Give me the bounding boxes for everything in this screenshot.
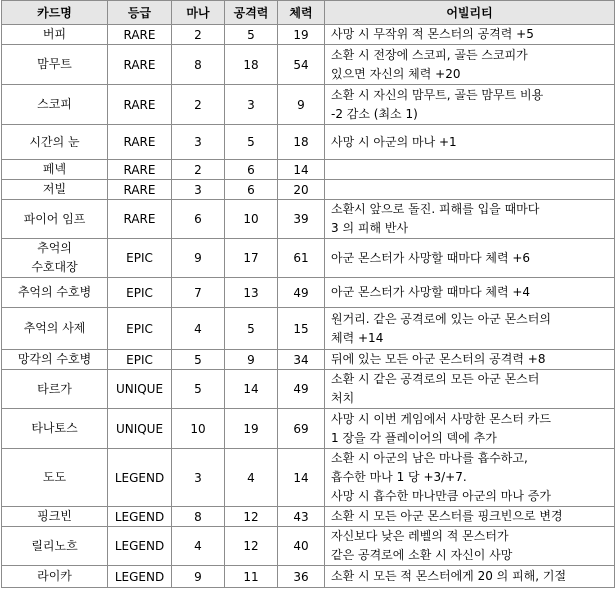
attack-cell: 14 xyxy=(225,370,278,409)
ability-cell xyxy=(325,180,615,200)
card-name-cell xyxy=(2,180,108,200)
grade-cell: EPIC xyxy=(108,308,172,350)
ability-cell xyxy=(325,566,615,588)
attack-cell: 6 xyxy=(225,180,278,200)
card-name-line: 도도 xyxy=(42,470,67,484)
header-mana: 마나 xyxy=(172,1,225,25)
table-row xyxy=(2,507,615,527)
ability-line: 소환시 앞으로 돌진. 피해를 입을 때마다 xyxy=(331,202,540,216)
ability-line: 아군 몬스터가 사망할 때마다 체력 +4 xyxy=(331,285,531,299)
health-cell: 14 xyxy=(278,160,325,180)
table-row xyxy=(2,527,615,566)
table-row xyxy=(2,85,615,125)
table-row xyxy=(2,200,615,239)
card-name-cell xyxy=(2,125,108,160)
ability-cell xyxy=(325,350,615,370)
mana-cell: 2 xyxy=(172,85,225,125)
card-name-cell xyxy=(2,200,108,239)
ability-cell xyxy=(325,200,615,239)
ability-line: 사망 시 무작위 적 몬스터의 공격력 +5 xyxy=(331,27,534,41)
table-row xyxy=(2,350,615,370)
attack-cell: 19 xyxy=(225,409,278,449)
table-row xyxy=(2,278,615,308)
card-name-line: 버피 xyxy=(42,27,67,41)
card-name-line: 망각의 수호병 xyxy=(17,352,92,366)
card-name-cell xyxy=(2,566,108,588)
card-table xyxy=(1,0,615,588)
card-name-cell xyxy=(2,85,108,125)
ability-line: 자신보다 낮은 레벨의 적 몬스터가 xyxy=(331,529,509,543)
header-health: 체력 xyxy=(278,1,325,25)
ability-line: 3 의 피해 반사 xyxy=(331,221,409,235)
mana-cell: 2 xyxy=(172,25,225,45)
grade-cell: RARE xyxy=(108,180,172,200)
card-name-line: 릴리노흐 xyxy=(31,538,78,553)
health-cell: 18 xyxy=(278,125,325,160)
ability-cell xyxy=(325,25,615,45)
card-name-cell xyxy=(2,25,108,45)
health-cell: 36 xyxy=(278,566,325,588)
attack-cell: 12 xyxy=(225,507,278,527)
ability-cell xyxy=(325,160,615,180)
card-name-cell xyxy=(2,507,108,527)
health-cell: 19 xyxy=(278,25,325,45)
ability-cell xyxy=(325,278,615,308)
table-row xyxy=(2,566,615,588)
health-cell: 9 xyxy=(278,85,325,125)
table-row xyxy=(2,308,615,350)
grade-cell: EPIC xyxy=(108,278,172,308)
ability-line: -2 감소 (최소 1) xyxy=(331,106,418,121)
attack-cell: 9 xyxy=(225,350,278,370)
ability-line: 소환 시 같은 공격로의 모든 아군 몬스터 xyxy=(331,372,540,386)
mana-cell: 6 xyxy=(172,200,225,239)
mana-cell: 7 xyxy=(172,278,225,308)
grade-cell: LEGEND xyxy=(108,507,172,527)
ability-line: 소환 시 아군의 남은 마나를 흡수하고, xyxy=(331,451,528,465)
mana-cell: 9 xyxy=(172,239,225,278)
health-cell: 20 xyxy=(278,180,325,200)
ability-line: 소환 시 전장에 스코피, 골든 스코피가 xyxy=(331,47,528,62)
grade-cell: LEGEND xyxy=(108,449,172,507)
health-cell: 15 xyxy=(278,308,325,350)
mana-cell: 8 xyxy=(172,507,225,527)
table-row xyxy=(2,125,615,160)
grade-cell: RARE xyxy=(108,85,172,125)
table-row xyxy=(2,160,615,180)
mana-cell: 3 xyxy=(172,180,225,200)
mana-cell: 3 xyxy=(172,449,225,507)
table-row xyxy=(2,370,615,409)
ability-line: 있으면 자신의 체력 +20 xyxy=(331,66,461,81)
ability-cell xyxy=(325,45,615,85)
ability-line: 같은 공격로에 소환 시 자신이 사망 xyxy=(331,548,513,562)
health-cell: 14 xyxy=(278,449,325,507)
card-name-cell xyxy=(2,527,108,566)
card-name-cell xyxy=(2,160,108,180)
header-ability: 어빌리티 xyxy=(325,1,615,25)
grade-cell: RARE xyxy=(108,45,172,85)
card-name-line: 스코피 xyxy=(37,97,72,111)
attack-cell: 3 xyxy=(225,85,278,125)
attack-cell: 13 xyxy=(225,278,278,308)
card-name-line: 추억의 xyxy=(37,241,72,255)
table-header-row xyxy=(2,1,615,25)
mana-cell: 5 xyxy=(172,350,225,370)
grade-cell: LEGEND xyxy=(108,527,172,566)
attack-cell: 12 xyxy=(225,527,278,566)
card-name-cell xyxy=(2,239,108,278)
ability-cell xyxy=(325,125,615,160)
grade-cell: UNIQUE xyxy=(108,370,172,409)
grade-cell: EPIC xyxy=(108,350,172,370)
ability-line: 체력 +14 xyxy=(331,330,384,345)
card-name-cell xyxy=(2,449,108,507)
header-grade: 등급 xyxy=(108,1,172,25)
card-name-line: 맘무트 xyxy=(37,57,72,71)
grade-cell: RARE xyxy=(108,160,172,180)
ability-line: 처치 xyxy=(331,391,355,405)
ability-cell xyxy=(325,409,615,449)
card-name-line: 라이카 xyxy=(37,569,72,583)
health-cell: 69 xyxy=(278,409,325,449)
ability-cell xyxy=(325,507,615,527)
ability-line: 흡수한 마나 1 당 +3/+7. xyxy=(331,470,467,484)
ability-cell xyxy=(325,239,615,278)
ability-cell xyxy=(325,527,615,566)
header-card-name: 카드명 xyxy=(2,1,108,25)
card-name-line: 추억의 사제 xyxy=(23,321,86,335)
card-name-line: 수호대장 xyxy=(31,260,78,274)
table-row xyxy=(2,409,615,449)
health-cell: 40 xyxy=(278,527,325,566)
attack-cell: 6 xyxy=(225,160,278,180)
attack-cell: 5 xyxy=(225,25,278,45)
table-row xyxy=(2,449,615,507)
ability-line: 사망 시 이번 게임에서 사망한 몬스터 카드 xyxy=(331,411,551,426)
card-name-line: 타나토스 xyxy=(31,421,78,435)
ability-line: 사망 시 흡수한 마나만큼 아군의 마나 증가 xyxy=(331,489,551,503)
ability-line: 원거리. 같은 공격로에 있는 아군 몬스터의 xyxy=(331,311,551,326)
health-cell: 43 xyxy=(278,507,325,527)
card-name-line: 추억의 수호병 xyxy=(17,285,92,299)
grade-cell: EPIC xyxy=(108,239,172,278)
ability-cell xyxy=(325,308,615,350)
attack-cell: 11 xyxy=(225,566,278,588)
attack-cell: 4 xyxy=(225,449,278,507)
card-name-cell xyxy=(2,45,108,85)
card-name-cell xyxy=(2,308,108,350)
card-name-cell xyxy=(2,409,108,449)
health-cell: 49 xyxy=(278,370,325,409)
ability-line: 뒤에 있는 모든 아군 몬스터의 공격력 +8 xyxy=(331,352,546,366)
grade-cell: UNIQUE xyxy=(108,409,172,449)
health-cell: 54 xyxy=(278,45,325,85)
card-name-cell xyxy=(2,350,108,370)
card-name-line: 시간의 눈 xyxy=(29,134,80,149)
card-name-line: 저빌 xyxy=(42,182,67,196)
attack-cell: 17 xyxy=(225,239,278,278)
attack-cell: 5 xyxy=(225,125,278,160)
health-cell: 34 xyxy=(278,350,325,370)
card-name-cell xyxy=(2,370,108,409)
grade-cell: RARE xyxy=(108,125,172,160)
health-cell: 39 xyxy=(278,200,325,239)
ability-line: 아군 몬스터가 사망할 때마다 체력 +6 xyxy=(331,250,531,265)
health-cell: 49 xyxy=(278,278,325,308)
mana-cell: 3 xyxy=(172,125,225,160)
table-row xyxy=(2,180,615,200)
mana-cell: 4 xyxy=(172,527,225,566)
card-name-line: 페넥 xyxy=(42,162,67,176)
grade-cell: RARE xyxy=(108,200,172,239)
card-name-line: 파이어 임프 xyxy=(23,211,86,226)
ability-line: 소환 시 모든 적 몬스터에게 20 의 피해, 기절 xyxy=(331,569,567,583)
table-body xyxy=(2,25,615,588)
attack-cell: 18 xyxy=(225,45,278,85)
mana-cell: 4 xyxy=(172,308,225,350)
health-cell: 61 xyxy=(278,239,325,278)
card-name-cell xyxy=(2,278,108,308)
ability-cell xyxy=(325,85,615,125)
ability-line: 사망 시 아군의 마나 +1 xyxy=(331,134,457,149)
mana-cell: 8 xyxy=(172,45,225,85)
header-attack: 공격력 xyxy=(225,1,278,25)
ability-line: 1 장을 각 플레이어의 덱에 추가 xyxy=(331,430,497,445)
mana-cell: 10 xyxy=(172,409,225,449)
mana-cell: 9 xyxy=(172,566,225,588)
mana-cell: 5 xyxy=(172,370,225,409)
attack-cell: 5 xyxy=(225,308,278,350)
table-row xyxy=(2,45,615,85)
attack-cell: 10 xyxy=(225,200,278,239)
ability-cell xyxy=(325,449,615,507)
table-row xyxy=(2,25,615,45)
ability-line: 소환 시 자신의 맘무트, 골든 맘무트 비용 xyxy=(331,87,544,102)
ability-line: 소환 시 모든 아군 몬스터를 핑크빈으로 변경 xyxy=(331,509,563,523)
grade-cell: RARE xyxy=(108,25,172,45)
grade-cell: LEGEND xyxy=(108,566,172,588)
card-name-line: 타르가 xyxy=(37,381,72,396)
mana-cell: 2 xyxy=(172,160,225,180)
ability-cell xyxy=(325,370,615,409)
card-name-line: 핑크빈 xyxy=(37,509,72,523)
table-row xyxy=(2,239,615,278)
